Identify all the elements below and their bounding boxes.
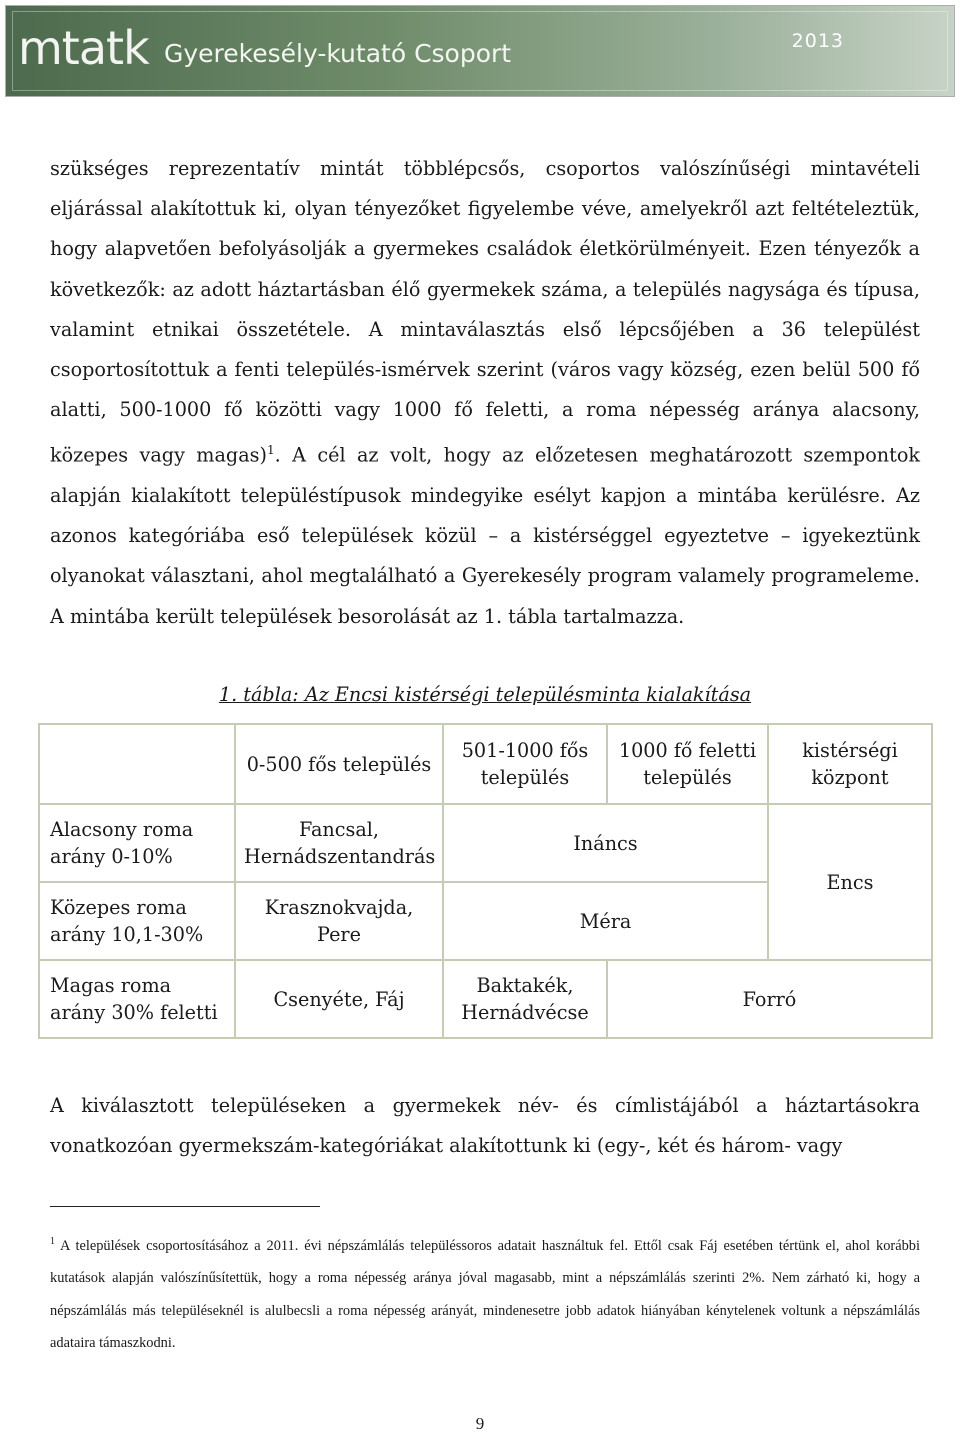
header-cell: kistérségi központ: [768, 724, 932, 804]
table-header-row: [39, 724, 932, 804]
paragraph-text: szükséges reprezentatív mintát többlépcsős, csoportos valószínűségi mintavételi eljárással alakítottuk ki, olyan tényezőket figyelembe véve, amelyekről azt feltételeztük, hogy alapvetően befolyásolják a gyermekes családok életkörülményeit. Ezen tényezők a következők: az adott háztartásban élő gyermekek száma, a település nagysága és típusa, valamint etnikai összetétele. A mintaválasztás első lépcsőjében a 36 települést csoportosítottuk a fenti település-ismérvek szerint (város vagy község, ezen belül 500 fő alatti, 500-1000 fő közötti vagy 1000 fő feletti, a roma népesség aránya alacsony, közepes vagy magas): [50, 157, 920, 467]
header-cell: 0-500 fős település: [235, 724, 443, 804]
table-cell: Baktakék, Hernádvécse: [443, 960, 607, 1038]
table-cell: Csenyéte, Fáj: [235, 960, 443, 1038]
table-cell: Krasznokvajda, Pere: [235, 882, 443, 960]
footnote-reference[interactable]: 1: [266, 443, 275, 458]
table-cell: Forró: [607, 960, 932, 1038]
header-year: 2013: [791, 30, 844, 52]
paragraph-text-continued: . A cél az volt, hogy az előzetesen meghatározott szempontok alapján kialakított településtípusok mindegyike esélyt kapjon a mintába kerülésre. Az azonos kategóriába eső települések közül – a kistérséggel egyeztetve – igyekeztünk olyanokat választani, ahol megtalálható a Gyerekesély program valamely programeleme. A mintába került települések besorolását az 1. tábla tartalmazza.: [50, 443, 921, 628]
footnote-number: 1: [50, 1236, 55, 1247]
table-cell: Ináncs: [443, 804, 768, 882]
after-table-paragraph: A kiválasztott településeken a gyermekek név- és címlistájából a háztartásokra vonatkozóan gyermekszám-kategóriákat alakítottunk ki (egy-, két és három- vagy: [50, 1094, 920, 1157]
table-row: [39, 804, 932, 882]
row-label: Alacsony roma arány 0-10%: [39, 804, 235, 882]
body-paragraph: [50, 149, 920, 637]
footnote: [50, 1226, 920, 1359]
group-name: Gyerekesély-kutató Csoport: [164, 39, 512, 68]
row-label: Közepes roma arány 10,1-30%: [39, 882, 235, 960]
table-cell: Encs: [768, 804, 932, 960]
footnote-divider: [50, 1206, 320, 1207]
header-cell: 501-1000 fős település: [443, 724, 607, 804]
mtatk-logo: mtatk: [18, 21, 149, 75]
table-cell: Fancsal, Hernádszentandrás: [235, 804, 443, 882]
header-cell: 1000 fő feletti település: [607, 724, 768, 804]
page-number: 9: [475, 1414, 485, 1433]
settlement-sample-table: [38, 723, 933, 1039]
row-label: Magas roma arány 30% feletti: [39, 960, 235, 1038]
table-row: [39, 960, 932, 1038]
table-title: 1. tábla: Az Encsi kistérségi településminta kialakítása: [218, 683, 752, 706]
header-banner: [5, 5, 955, 97]
footnote-text: A települések csoportosításához a 2011. évi népszámlálás településsoros adatait használtuk fel. Ettől csak Fáj esetében tértünk el, ahol korábbi kutatások alapján valószínűsítettük, hogy a roma népesség aránya jóval magasabb, mint a népszámlálás szerinti 2%. Nem zárható ki, hogy a népszámlálás más településeknél is alulbecsli a roma népesség arányát, mindenesetre jobb adatok hiányában kénytelenek voltunk a népszámlálás adataira támaszkodni.: [50, 1238, 920, 1351]
table-cell: Méra: [443, 882, 768, 960]
table-corner-cell: [39, 724, 235, 804]
